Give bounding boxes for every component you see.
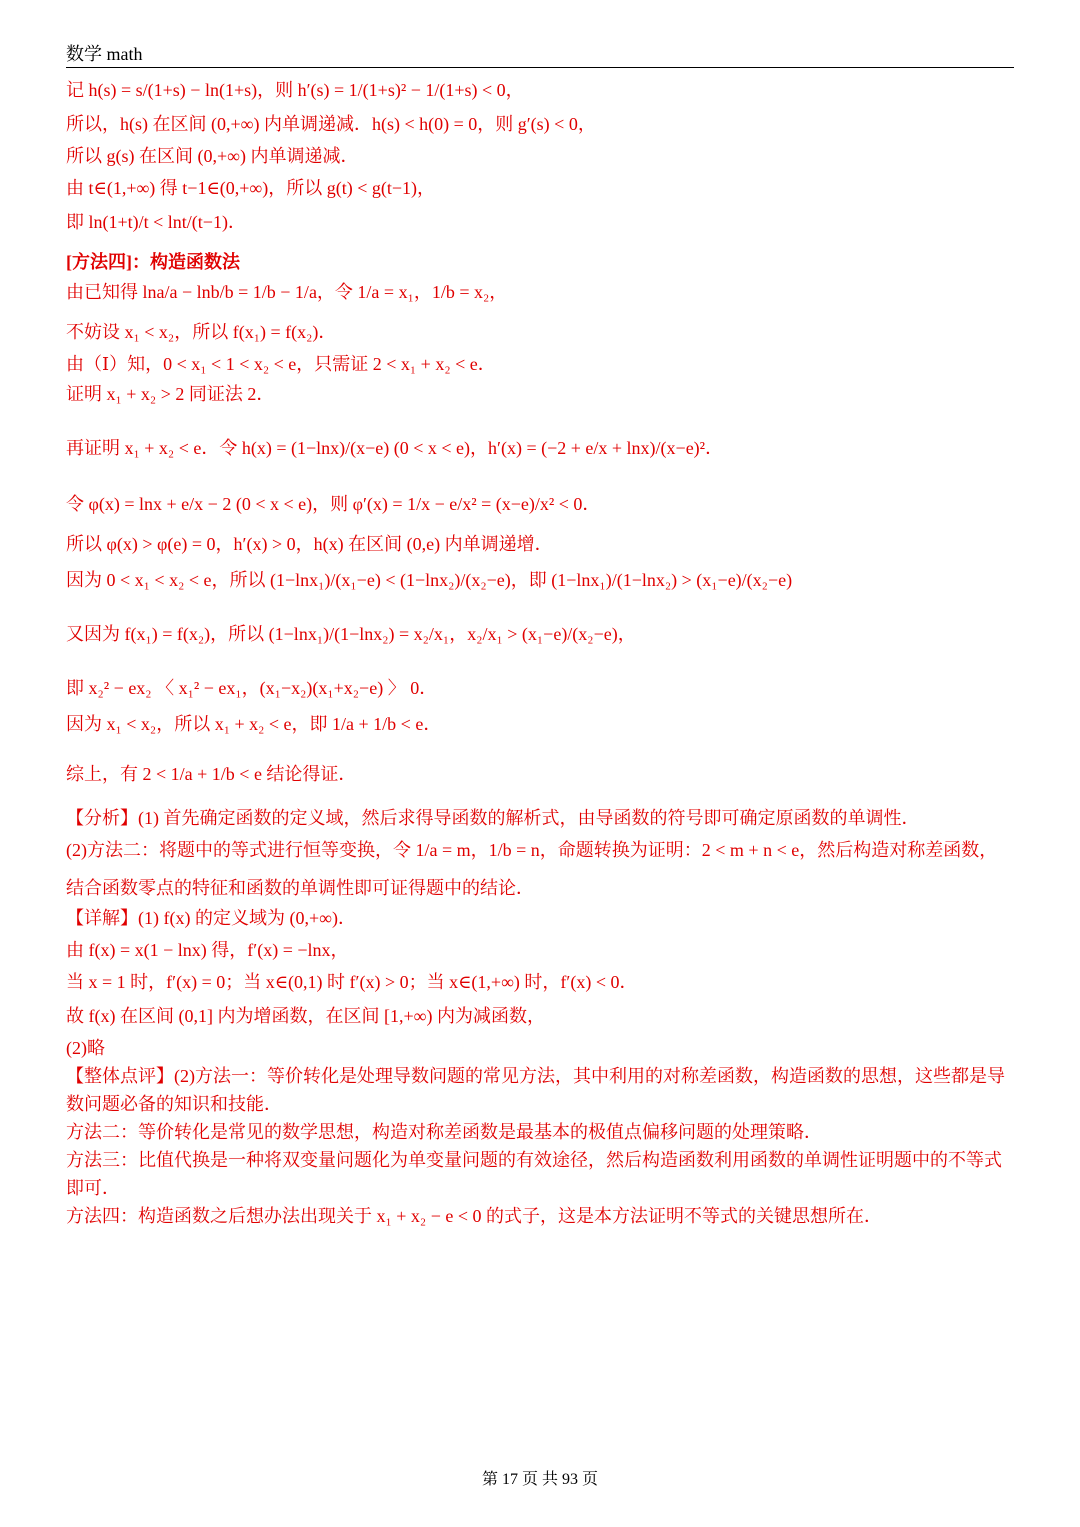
text-line-21: 结合函数零点的特征和函数的单调性即可证得题中的结论． bbox=[66, 878, 534, 898]
text-line-11: 再证明 x₁ + x₂ < e．令 h(x) = (1−lnx)/(x−e) (0 < x < e)，h′(x) = (−2 + e/x + lnx)/(x−e)²． bbox=[66, 438, 724, 458]
text-line-8: 不妨设 x₁ < x₂，所以 f(x₁) = f(x₂)． bbox=[66, 322, 337, 342]
text-line-6: [方法四]：构造函数法 bbox=[66, 252, 240, 272]
text-line-13: 所以 φ(x) > φ(e) = 0，h′(x) > 0，h(x) 在区间 (0,e) 内单调递增． bbox=[66, 534, 553, 554]
text-line-4: 由 t∈(1,+∞) 得 t−1∈(0,+∞)，所以 g(t) < g(t−1)， bbox=[66, 178, 436, 198]
text-line-7: 由已知得 lna/a − lnb/b = 1/b − 1/a，令 1/a = x₁，1/b = x₂， bbox=[66, 282, 508, 302]
text-line-24: 当 x = 1 时，f′(x) = 0；当 x∈(0,1) 时 f′(x) > 0；当 x∈(1,+∞) 时，f′(x) < 0． bbox=[66, 972, 638, 992]
text-line-27: 【整体点评】(2)方法一：等价转化是处理导数问题的常见方法，其中利用的对称差函数，构造函数的思想，这些都是导数问题必备的知识和技能． bbox=[66, 1066, 1005, 1114]
text-line-22: 【详解】(1) f(x) 的定义域为 (0,+∞)． bbox=[66, 908, 356, 928]
text-line-25: 故 f(x) 在区间 (0,1] 内为增函数，在区间 [1,+∞) 内为减函数， bbox=[66, 1006, 545, 1026]
text-line-19: 【分析】(1) 首先确定函数的定义域，然后求得导函数的解析式，由导函数的符号即可确定原函数的单调性． bbox=[66, 808, 920, 828]
text-line-23: 由 f(x) = x(1 − lnx) 得，f′(x) = −lnx， bbox=[66, 940, 349, 960]
text-line-30: 方法四：构造函数之后想办法出现关于 x₁ + x₂ − e < 0 的式子，这是本方法证明不等式的关键思想所在． bbox=[66, 1206, 882, 1226]
text-line-2: 所以，h(s) 在区间 (0,+∞) 内单调递减．h(s) < h(0) = 0，则 g′(s) < 0， bbox=[66, 114, 596, 134]
text-line-9: 由（Ⅰ）知，0 < x₁ < 1 < x₂ < e，只需证 2 < x₁ + x₂ < e． bbox=[66, 354, 496, 374]
text-line-14: 因为 0 < x₁ < x₂ < e，所以 (1−lnx₁)/(x₁−e) < (1−lnx₂)/(x₂−e)，即 (1−lnx₁)/(1−lnx₂) > (x₁−e)/(x₂−e) bbox=[66, 570, 793, 590]
text-line-15: 又因为 f(x₁) = f(x₂)，所以 (1−lnx₁)/(1−lnx₂) = x₂/x₁，x₂/x₁ > (x₁−e)/(x₂−e)， bbox=[66, 624, 636, 644]
text-line-26: (2)略 bbox=[66, 1038, 105, 1058]
page-header: 数学 math bbox=[66, 44, 143, 64]
text-line-20: (2)方法二：将题中的等式进行恒等变换，令 1/a = m，1/b = n，命题转换为证明：2 < m + n < e，然后构造对称差函数， bbox=[66, 840, 998, 860]
text-line-28: 方法二：等价转化是常见的数学思想，构造对称差函数是最基本的极值点偏移问题的处理策略． bbox=[66, 1122, 822, 1142]
text-line-3: 所以 g(s) 在区间 (0,+∞) 内单调递减． bbox=[66, 146, 359, 166]
text-line-17: 因为 x₁ < x₂，所以 x₁ + x₂ < e，即 1/a + 1/b < e． bbox=[66, 714, 442, 734]
text-line-29: 方法三：比值代换是一种将双变量问题化为单变量问题的有效途径，然后构造函数利用函数的单调性证明题中的不等式即可． bbox=[66, 1150, 1002, 1198]
text-line-12: 令 φ(x) = lnx + e/x − 2 (0 < x < e)，则 φ′(x) = 1/x − e/x² = (x−e)/x² < 0． bbox=[66, 494, 601, 514]
text-line-1: 记 h(s) = s/(1+s) − ln(1+s)，则 h′(s) = 1/(1+s)² − 1/(1+s) < 0， bbox=[66, 80, 524, 100]
text-line-18: 综上，有 2 < 1/a + 1/b < e 结论得证． bbox=[66, 764, 357, 784]
text-line-5: 即 ln(1+t)/t < lnt/(t−1)． bbox=[66, 212, 246, 232]
text-line-10: 证明 x₁ + x₂ > 2 同证法 2． bbox=[66, 384, 275, 404]
header-divider bbox=[66, 67, 1014, 68]
page-footer: 第 17 页 共 93 页 bbox=[481, 1471, 598, 1488]
text-line-16: 即 x₂² − ex₂ 〈 x₁² − ex₁，(x₁−x₂)(x₁+x₂−e) 〉 0． bbox=[66, 678, 438, 698]
document-body bbox=[66, 76, 1016, 1232]
